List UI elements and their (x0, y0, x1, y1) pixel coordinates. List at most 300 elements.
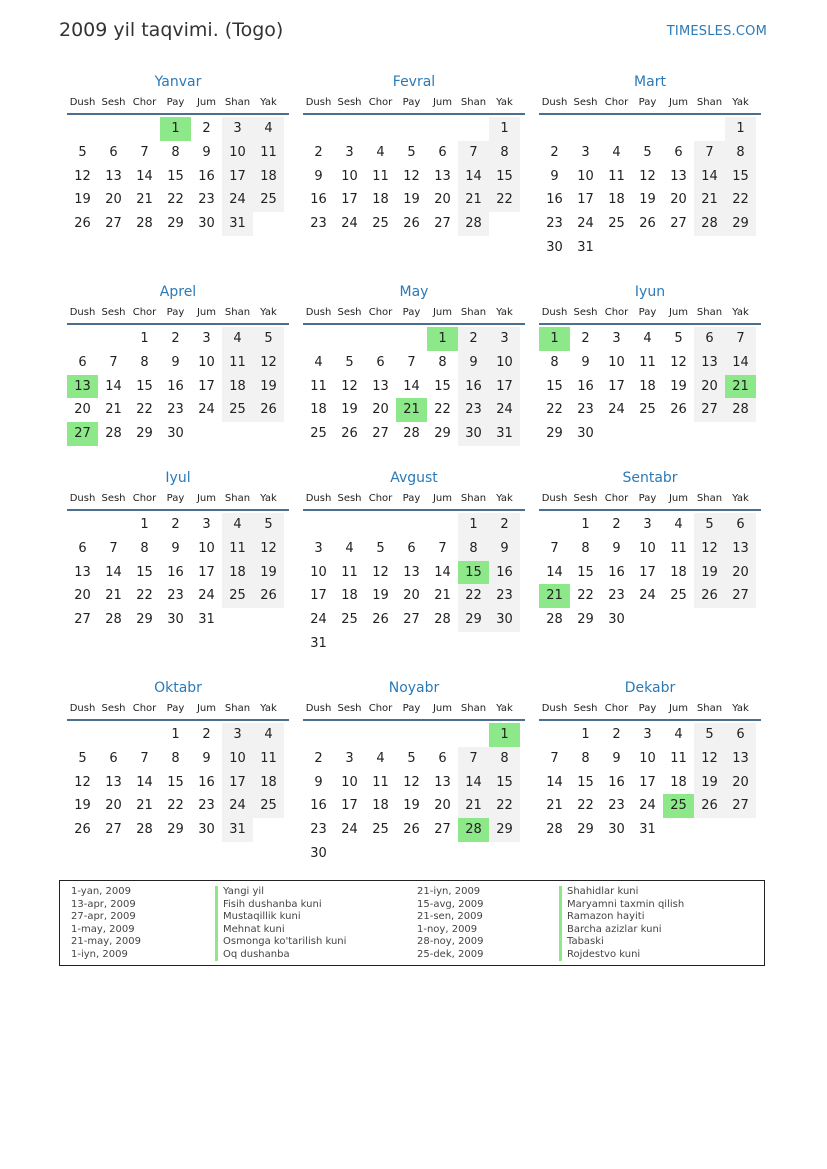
day-cell[interactable]: 30 (546, 239, 563, 255)
day-cell[interactable]: 14 (458, 771, 489, 795)
day-cell[interactable]: 3 (314, 540, 323, 556)
holiday-day-cell[interactable]: 25 (663, 794, 694, 818)
day-cell[interactable]: 18 (253, 771, 284, 795)
day-cell[interactable]: 29 (489, 818, 520, 842)
day-cell[interactable]: 20 (694, 375, 725, 399)
day-cell[interactable]: 24 (577, 216, 594, 232)
day-cell[interactable]: 28 (546, 612, 563, 628)
day-cell[interactable]: 22 (489, 794, 520, 818)
day-cell[interactable]: 28 (458, 212, 489, 236)
day-cell[interactable]: 7 (458, 747, 489, 771)
day-cell[interactable]: 7 (694, 141, 725, 165)
day-cell[interactable]: 15 (577, 774, 594, 790)
day-cell[interactable]: 17 (608, 378, 625, 394)
day-cell[interactable]: 23 (310, 822, 327, 838)
day-cell[interactable]: 28 (725, 398, 756, 422)
day-cell[interactable]: 19 (639, 192, 656, 208)
day-cell[interactable]: 22 (136, 588, 153, 604)
day-cell[interactable]: 8 (489, 141, 520, 165)
day-cell[interactable]: 26 (74, 822, 91, 838)
day-cell[interactable]: 30 (489, 608, 520, 632)
day-cell[interactable]: 11 (372, 774, 389, 790)
day-cell[interactable]: 4 (222, 327, 253, 351)
day-cell[interactable]: 24 (198, 402, 215, 418)
day-cell[interactable]: 20 (434, 798, 451, 814)
day-cell[interactable]: 6 (78, 354, 87, 370)
day-cell[interactable]: 14 (694, 165, 725, 189)
day-cell[interactable]: 28 (546, 822, 563, 838)
day-cell[interactable]: 20 (74, 588, 91, 604)
day-cell[interactable]: 4 (345, 540, 354, 556)
day-cell[interactable]: 9 (171, 540, 180, 556)
day-cell[interactable]: 21 (546, 798, 563, 814)
day-cell[interactable]: 1 (171, 727, 180, 742)
day-cell[interactable]: 2 (202, 727, 211, 742)
day-cell[interactable]: 27 (725, 584, 756, 608)
day-cell[interactable]: 18 (670, 774, 687, 790)
day-cell[interactable]: 15 (136, 378, 153, 394)
day-cell[interactable]: 30 (167, 612, 184, 628)
day-cell[interactable]: 8 (581, 750, 590, 766)
day-cell[interactable]: 30 (608, 822, 625, 838)
day-cell[interactable]: 25 (222, 398, 253, 422)
day-cell[interactable]: 21 (458, 794, 489, 818)
day-cell[interactable]: 4 (222, 513, 253, 537)
day-cell[interactable]: 21 (458, 188, 489, 212)
day-cell[interactable]: 10 (341, 774, 358, 790)
day-cell[interactable]: 17 (198, 564, 215, 580)
day-cell[interactable]: 8 (140, 354, 149, 370)
day-cell[interactable]: 22 (136, 402, 153, 418)
day-cell[interactable]: 4 (376, 144, 385, 160)
day-cell[interactable]: 4 (253, 117, 284, 141)
day-cell[interactable]: 23 (198, 192, 215, 208)
day-cell[interactable]: 13 (403, 564, 420, 580)
day-cell[interactable]: 26 (253, 584, 284, 608)
day-cell[interactable]: 12 (670, 354, 687, 370)
day-cell[interactable]: 7 (550, 750, 559, 766)
day-cell[interactable]: 11 (222, 537, 253, 561)
day-cell[interactable]: 6 (725, 723, 756, 747)
day-cell[interactable]: 1 (581, 727, 590, 742)
day-cell[interactable]: 10 (577, 168, 594, 184)
day-cell[interactable]: 6 (725, 513, 756, 537)
day-cell[interactable]: 31 (489, 422, 520, 446)
day-cell[interactable]: 1 (581, 517, 590, 532)
holiday-day-cell[interactable]: 27 (67, 422, 98, 446)
day-cell[interactable]: 2 (550, 144, 559, 160)
day-cell[interactable]: 29 (725, 212, 756, 236)
holiday-day-cell[interactable]: 15 (458, 561, 489, 585)
day-cell[interactable]: 14 (458, 165, 489, 189)
day-cell[interactable]: 17 (577, 192, 594, 208)
day-cell[interactable]: 20 (105, 798, 122, 814)
day-cell[interactable]: 13 (434, 168, 451, 184)
day-cell[interactable]: 24 (489, 398, 520, 422)
day-cell[interactable]: 2 (202, 121, 211, 136)
day-cell[interactable]: 6 (674, 144, 683, 160)
day-cell[interactable]: 12 (74, 774, 91, 790)
day-cell[interactable]: 25 (341, 612, 358, 628)
day-cell[interactable]: 31 (222, 818, 253, 842)
day-cell[interactable]: 24 (639, 798, 656, 814)
day-cell[interactable]: 2 (612, 727, 621, 742)
day-cell[interactable]: 19 (253, 375, 284, 399)
day-cell[interactable]: 9 (550, 168, 559, 184)
day-cell[interactable]: 29 (458, 608, 489, 632)
day-cell[interactable]: 8 (171, 750, 180, 766)
day-cell[interactable]: 9 (171, 354, 180, 370)
day-cell[interactable]: 9 (202, 144, 211, 160)
day-cell[interactable]: 11 (608, 168, 625, 184)
day-cell[interactable]: 14 (136, 168, 153, 184)
day-cell[interactable]: 18 (222, 561, 253, 585)
day-cell[interactable]: 17 (222, 165, 253, 189)
day-cell[interactable]: 28 (694, 212, 725, 236)
day-cell[interactable]: 15 (577, 564, 594, 580)
day-cell[interactable]: 5 (407, 144, 416, 160)
day-cell[interactable]: 20 (403, 588, 420, 604)
day-cell[interactable]: 16 (608, 564, 625, 580)
day-cell[interactable]: 17 (198, 378, 215, 394)
day-cell[interactable]: 7 (407, 354, 416, 370)
day-cell[interactable]: 9 (314, 168, 323, 184)
day-cell[interactable]: 27 (105, 216, 122, 232)
day-cell[interactable]: 4 (612, 144, 621, 160)
day-cell[interactable]: 19 (341, 402, 358, 418)
day-cell[interactable]: 20 (74, 402, 91, 418)
day-cell[interactable]: 17 (222, 771, 253, 795)
day-cell[interactable]: 12 (253, 537, 284, 561)
day-cell[interactable]: 23 (546, 216, 563, 232)
day-cell[interactable]: 12 (372, 564, 389, 580)
day-cell[interactable]: 1 (140, 331, 149, 346)
day-cell[interactable]: 8 (171, 144, 180, 160)
day-cell[interactable]: 23 (577, 402, 594, 418)
day-cell[interactable]: 29 (577, 822, 594, 838)
day-cell[interactable]: 9 (612, 750, 621, 766)
day-cell[interactable]: 10 (639, 750, 656, 766)
day-cell[interactable]: 3 (643, 727, 652, 742)
day-cell[interactable]: 12 (341, 378, 358, 394)
day-cell[interactable]: 15 (434, 378, 451, 394)
day-cell[interactable]: 5 (253, 327, 284, 351)
day-cell[interactable]: 13 (372, 378, 389, 394)
day-cell[interactable]: 28 (105, 612, 122, 628)
day-cell[interactable]: 5 (253, 513, 284, 537)
day-cell[interactable]: 18 (608, 192, 625, 208)
day-cell[interactable]: 30 (608, 612, 625, 628)
day-cell[interactable]: 5 (674, 331, 683, 346)
day-cell[interactable]: 20 (434, 192, 451, 208)
day-cell[interactable]: 26 (403, 822, 420, 838)
day-cell[interactable]: 3 (345, 750, 354, 766)
day-cell[interactable]: 30 (577, 426, 594, 442)
day-cell[interactable]: 27 (725, 794, 756, 818)
day-cell[interactable]: 10 (639, 540, 656, 556)
day-cell[interactable]: 19 (403, 798, 420, 814)
day-cell[interactable]: 25 (639, 402, 656, 418)
day-cell[interactable]: 3 (643, 517, 652, 532)
day-cell[interactable]: 15 (136, 564, 153, 580)
day-cell[interactable]: 23 (167, 402, 184, 418)
day-cell[interactable]: 10 (198, 540, 215, 556)
day-cell[interactable]: 24 (222, 794, 253, 818)
day-cell[interactable]: 4 (674, 517, 683, 532)
day-cell[interactable]: 30 (198, 216, 215, 232)
day-cell[interactable]: 2 (314, 750, 323, 766)
day-cell[interactable]: 16 (489, 561, 520, 585)
day-cell[interactable]: 26 (253, 398, 284, 422)
day-cell[interactable]: 10 (489, 351, 520, 375)
day-cell[interactable]: 19 (74, 192, 91, 208)
day-cell[interactable]: 16 (198, 774, 215, 790)
day-cell[interactable]: 19 (694, 771, 725, 795)
day-cell[interactable]: 13 (670, 168, 687, 184)
day-cell[interactable]: 22 (489, 188, 520, 212)
day-cell[interactable]: 26 (639, 216, 656, 232)
day-cell[interactable]: 1 (725, 117, 756, 141)
day-cell[interactable]: 13 (725, 537, 756, 561)
day-cell[interactable]: 11 (253, 141, 284, 165)
day-cell[interactable]: 22 (725, 188, 756, 212)
day-cell[interactable]: 7 (550, 540, 559, 556)
day-cell[interactable]: 2 (458, 327, 489, 351)
day-cell[interactable]: 2 (581, 331, 590, 346)
day-cell[interactable]: 13 (105, 168, 122, 184)
day-cell[interactable]: 30 (167, 426, 184, 442)
day-cell[interactable]: 23 (489, 584, 520, 608)
day-cell[interactable]: 14 (136, 774, 153, 790)
day-cell[interactable]: 10 (608, 354, 625, 370)
day-cell[interactable]: 21 (105, 402, 122, 418)
day-cell[interactable]: 4 (376, 750, 385, 766)
day-cell[interactable]: 15 (725, 165, 756, 189)
holiday-day-cell[interactable]: 21 (539, 584, 570, 608)
day-cell[interactable]: 21 (434, 588, 451, 604)
day-cell[interactable]: 9 (489, 537, 520, 561)
day-cell[interactable]: 12 (403, 168, 420, 184)
day-cell[interactable]: 23 (458, 398, 489, 422)
day-cell[interactable]: 16 (310, 798, 327, 814)
day-cell[interactable]: 6 (407, 540, 416, 556)
day-cell[interactable]: 3 (345, 144, 354, 160)
day-cell[interactable]: 1 (489, 117, 520, 141)
day-cell[interactable]: 28 (105, 426, 122, 442)
day-cell[interactable]: 8 (550, 354, 559, 370)
day-cell[interactable]: 20 (725, 771, 756, 795)
day-cell[interactable]: 12 (74, 168, 91, 184)
day-cell[interactable]: 14 (725, 351, 756, 375)
day-cell[interactable]: 9 (458, 351, 489, 375)
day-cell[interactable]: 1 (140, 517, 149, 532)
day-cell[interactable]: 7 (438, 540, 447, 556)
day-cell[interactable]: 31 (198, 612, 215, 628)
day-cell[interactable]: 26 (694, 584, 725, 608)
day-cell[interactable]: 2 (171, 331, 180, 346)
day-cell[interactable]: 22 (167, 798, 184, 814)
holiday-day-cell[interactable]: 1 (427, 327, 458, 351)
day-cell[interactable]: 21 (136, 798, 153, 814)
day-cell[interactable]: 15 (489, 771, 520, 795)
day-cell[interactable]: 12 (253, 351, 284, 375)
day-cell[interactable]: 18 (253, 165, 284, 189)
day-cell[interactable]: 23 (167, 588, 184, 604)
day-cell[interactable]: 6 (694, 327, 725, 351)
day-cell[interactable]: 3 (202, 517, 211, 532)
day-cell[interactable]: 26 (74, 216, 91, 232)
day-cell[interactable]: 11 (341, 564, 358, 580)
day-cell[interactable]: 24 (639, 588, 656, 604)
day-cell[interactable]: 31 (222, 212, 253, 236)
day-cell[interactable]: 19 (74, 798, 91, 814)
day-cell[interactable]: 26 (403, 216, 420, 232)
day-cell[interactable]: 3 (222, 723, 253, 747)
day-cell[interactable]: 5 (345, 354, 354, 370)
day-cell[interactable]: 14 (403, 378, 420, 394)
day-cell[interactable]: 28 (403, 426, 420, 442)
day-cell[interactable]: 17 (489, 375, 520, 399)
day-cell[interactable]: 18 (310, 402, 327, 418)
day-cell[interactable]: 22 (577, 798, 594, 814)
day-cell[interactable]: 9 (314, 774, 323, 790)
day-cell[interactable]: 7 (725, 327, 756, 351)
day-cell[interactable]: 27 (403, 612, 420, 628)
day-cell[interactable]: 14 (546, 564, 563, 580)
day-cell[interactable]: 5 (78, 750, 87, 766)
day-cell[interactable]: 19 (670, 378, 687, 394)
day-cell[interactable]: 27 (434, 216, 451, 232)
day-cell[interactable]: 7 (140, 750, 149, 766)
day-cell[interactable]: 24 (310, 612, 327, 628)
day-cell[interactable]: 13 (725, 747, 756, 771)
day-cell[interactable]: 8 (581, 540, 590, 556)
day-cell[interactable]: 5 (407, 750, 416, 766)
holiday-day-cell[interactable]: 1 (489, 723, 520, 747)
day-cell[interactable]: 27 (434, 822, 451, 838)
day-cell[interactable]: 11 (253, 747, 284, 771)
day-cell[interactable]: 4 (253, 723, 284, 747)
day-cell[interactable]: 25 (670, 588, 687, 604)
day-cell[interactable]: 6 (78, 540, 87, 556)
day-cell[interactable]: 24 (341, 216, 358, 232)
day-cell[interactable]: 13 (694, 351, 725, 375)
day-cell[interactable]: 15 (489, 165, 520, 189)
day-cell[interactable]: 22 (458, 584, 489, 608)
day-cell[interactable]: 29 (546, 426, 563, 442)
day-cell[interactable]: 7 (458, 141, 489, 165)
day-cell[interactable]: 20 (725, 561, 756, 585)
day-cell[interactable]: 20 (670, 192, 687, 208)
day-cell[interactable]: 24 (341, 822, 358, 838)
day-cell[interactable]: 8 (725, 141, 756, 165)
day-cell[interactable]: 5 (694, 723, 725, 747)
day-cell[interactable]: 24 (608, 402, 625, 418)
day-cell[interactable]: 12 (639, 168, 656, 184)
day-cell[interactable]: 17 (341, 798, 358, 814)
day-cell[interactable]: 23 (608, 798, 625, 814)
day-cell[interactable]: 8 (140, 540, 149, 556)
day-cell[interactable]: 25 (608, 216, 625, 232)
day-cell[interactable]: 10 (341, 168, 358, 184)
day-cell[interactable]: 28 (136, 822, 153, 838)
holiday-day-cell[interactable]: 21 (725, 375, 756, 399)
day-cell[interactable]: 5 (78, 144, 87, 160)
day-cell[interactable]: 5 (694, 513, 725, 537)
day-cell[interactable]: 15 (167, 168, 184, 184)
day-cell[interactable]: 13 (434, 774, 451, 790)
day-cell[interactable]: 24 (222, 188, 253, 212)
day-cell[interactable]: 6 (109, 144, 118, 160)
day-cell[interactable]: 31 (639, 822, 656, 838)
day-cell[interactable]: 12 (694, 747, 725, 771)
day-cell[interactable]: 2 (314, 144, 323, 160)
day-cell[interactable]: 23 (608, 588, 625, 604)
day-cell[interactable]: 21 (694, 188, 725, 212)
day-cell[interactable]: 27 (670, 216, 687, 232)
day-cell[interactable]: 9 (581, 354, 590, 370)
brand-logo[interactable]: TIMESLES.COM (666, 24, 767, 39)
day-cell[interactable]: 29 (434, 426, 451, 442)
day-cell[interactable]: 11 (670, 750, 687, 766)
day-cell[interactable]: 19 (372, 588, 389, 604)
day-cell[interactable]: 11 (310, 378, 327, 394)
day-cell[interactable]: 13 (105, 774, 122, 790)
day-cell[interactable]: 3 (202, 331, 211, 346)
day-cell[interactable]: 17 (341, 192, 358, 208)
day-cell[interactable]: 30 (310, 845, 327, 861)
day-cell[interactable]: 26 (670, 402, 687, 418)
day-cell[interactable]: 18 (372, 798, 389, 814)
day-cell[interactable]: 3 (612, 331, 621, 346)
day-cell[interactable]: 7 (140, 144, 149, 160)
day-cell[interactable]: 23 (310, 216, 327, 232)
day-cell[interactable]: 22 (577, 588, 594, 604)
day-cell[interactable]: 27 (694, 398, 725, 422)
day-cell[interactable]: 27 (74, 612, 91, 628)
day-cell[interactable]: 12 (694, 537, 725, 561)
day-cell[interactable]: 19 (694, 561, 725, 585)
day-cell[interactable]: 28 (136, 216, 153, 232)
day-cell[interactable]: 25 (372, 822, 389, 838)
day-cell[interactable]: 18 (341, 588, 358, 604)
day-cell[interactable]: 16 (310, 192, 327, 208)
day-cell[interactable]: 25 (310, 426, 327, 442)
day-cell[interactable]: 8 (458, 537, 489, 561)
day-cell[interactable]: 11 (639, 354, 656, 370)
day-cell[interactable]: 29 (136, 612, 153, 628)
day-cell[interactable]: 25 (253, 794, 284, 818)
day-cell[interactable]: 31 (310, 635, 327, 651)
day-cell[interactable]: 10 (198, 354, 215, 370)
day-cell[interactable]: 16 (608, 774, 625, 790)
day-cell[interactable]: 25 (222, 584, 253, 608)
day-cell[interactable]: 29 (167, 822, 184, 838)
day-cell[interactable]: 8 (438, 354, 447, 370)
holiday-day-cell[interactable]: 13 (67, 375, 98, 399)
day-cell[interactable]: 11 (222, 351, 253, 375)
day-cell[interactable]: 2 (489, 513, 520, 537)
day-cell[interactable]: 27 (372, 426, 389, 442)
day-cell[interactable]: 16 (198, 168, 215, 184)
day-cell[interactable]: 2 (171, 517, 180, 532)
day-cell[interactable]: 29 (167, 216, 184, 232)
day-cell[interactable]: 10 (310, 564, 327, 580)
day-cell[interactable]: 22 (434, 402, 451, 418)
day-cell[interactable]: 20 (372, 402, 389, 418)
day-cell[interactable]: 26 (372, 612, 389, 628)
day-cell[interactable]: 6 (438, 144, 447, 160)
